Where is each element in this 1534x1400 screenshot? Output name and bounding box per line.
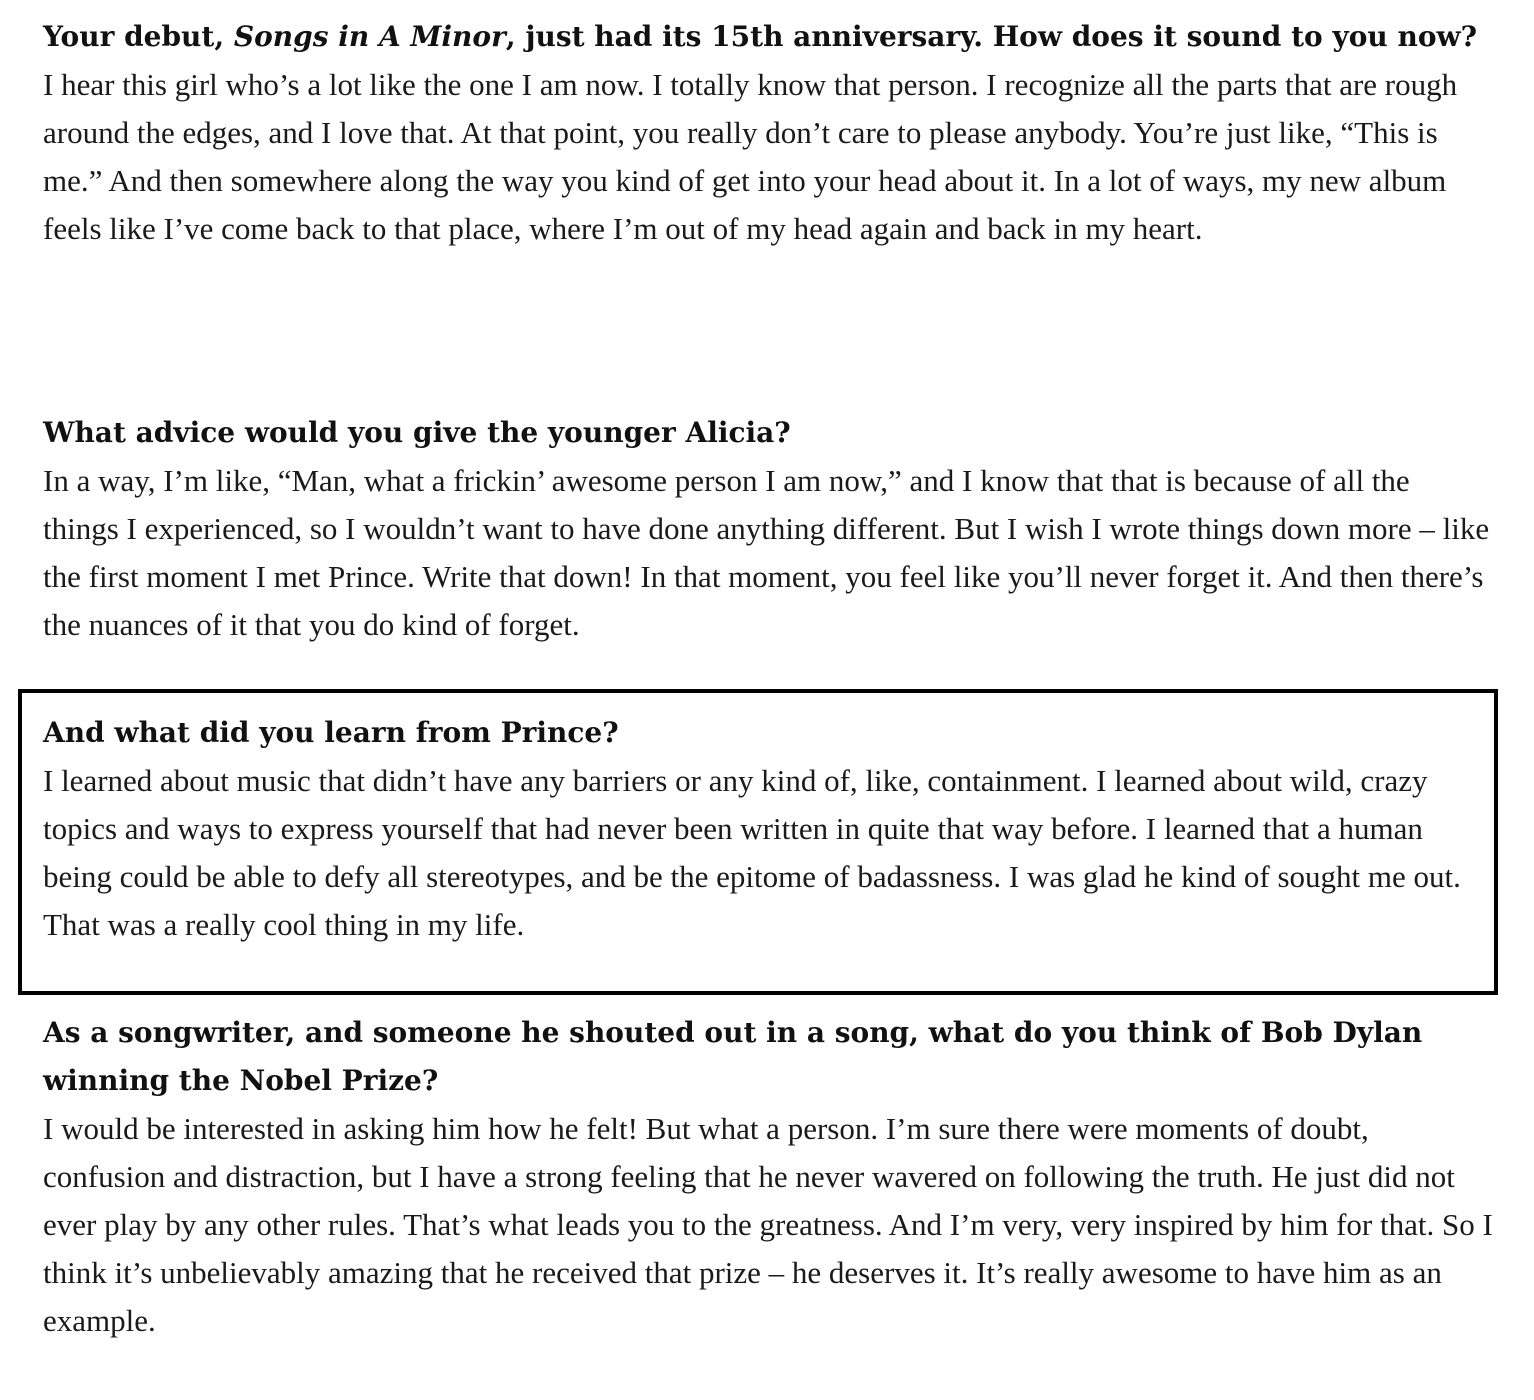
answer-paragraph: I learned about music that didn’t have any barriers or any kind of, like, containment. I learned about wild, crazy topics and ways to express yourself that had never been written in quite that way before. I learned that a human being could be able to defy all stereotypes, and be the epitome of badassness. I was glad he kind of sought me out. That was a really cool thing in my life. bbox=[43, 763, 1461, 942]
qa-block-debut-album bbox=[43, 13, 1493, 253]
question-text: Your debut, bbox=[43, 20, 234, 53]
qa-block-bob-dylan bbox=[43, 1009, 1493, 1345]
album-title: Songs in A Minor bbox=[233, 20, 506, 53]
qa-block-advice bbox=[43, 409, 1493, 649]
answer-paragraph: I would be interested in asking him how he felt! But what a person. I’m sure there were moments of doubt, confusion and distraction, but I have a strong feeling that he never wavered on following the truth. He just did not ever play by any other rules. That’s what leads you to the greatness. And I’m very, very inspired by him for that. So I think it’s unbelievably amazing that he received that prize – he deserves it. It’s really awesome to have him as an example. bbox=[43, 1111, 1493, 1338]
question-heading: As a songwriter, and someone he shouted out in a song, what do you think of Bob Dylan winning the Nobel Prize? bbox=[43, 1016, 1423, 1097]
question-heading: What advice would you give the younger Alicia? bbox=[43, 416, 791, 449]
qa-block-prince bbox=[43, 709, 1493, 949]
question-heading bbox=[43, 13, 1493, 61]
question-heading: And what did you learn from Prince? bbox=[43, 716, 619, 749]
question-text: , just had its 15th anniversary. How does it sound to you now? bbox=[505, 20, 1478, 53]
answer-paragraph: In a way, I’m like, “Man, what a frickin’ awesome person I am now,” and I know that that is because of all the things I experienced, so I wouldn’t want to have done anything different. But I wish I wrote things down more – like the first moment I met Prince. Write that down! In that moment, you feel like you’ll never forget it. And then there’s the nuances of it that you do kind of forget. bbox=[43, 463, 1490, 642]
answer-paragraph: I hear this girl who’s a lot like the one I am now. I totally know that person. I recognize all the parts that are rough around the edges, and I love that. At that point, you really don’t care to please anybody. You’re just like, “This is me.” And then somewhere along the way you kind of get into your head about it. In a lot of ways, my new album feels like I’ve come back to that place, where I’m out of my head again and back in my heart. bbox=[43, 67, 1458, 246]
